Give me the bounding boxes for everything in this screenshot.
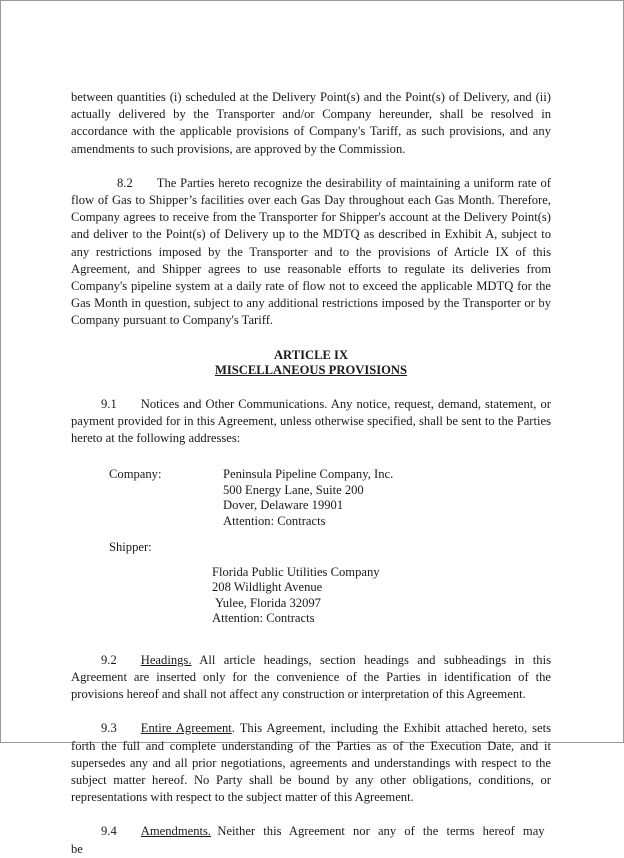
section-9-2 bbox=[71, 652, 551, 704]
company-label: Company: bbox=[109, 467, 162, 482]
shipper-label: Shipper: bbox=[109, 540, 152, 555]
section-9-4 bbox=[71, 823, 551, 857]
address-line: 208 Wildlight Avenue bbox=[212, 580, 323, 595]
shipper-address bbox=[71, 540, 551, 627]
section-9-3 bbox=[71, 720, 551, 806]
address-line: Attention: Contracts bbox=[212, 611, 315, 626]
section-number: 8.2 bbox=[117, 175, 133, 190]
address-line: Yulee, Florida 32097 bbox=[215, 595, 321, 610]
address-line: Florida Public Utilities Company bbox=[212, 564, 380, 579]
section-text: Neither this Agreement nor any of the terms hereof may be bbox=[71, 824, 545, 856]
document-body bbox=[71, 89, 551, 858]
address-line: 500 Energy Lane, Suite 200 bbox=[223, 482, 364, 497]
section-number: 9.4 bbox=[101, 824, 117, 839]
section-9-1 bbox=[71, 396, 551, 448]
section-heading: Entire Agreement bbox=[140, 721, 232, 736]
section-text: All article headings, section headings and subheadings in this Agreement are inserted only for the convenience of the Parties in identification of the provisions hereof and shall not affect any construction or interpretation of this Agreement. bbox=[71, 652, 551, 702]
section-text: The Parties hereto recognize the desirability of maintaining a uniform rate of flow of Gas to Shipper’s facilities over each Gas Day throughout each Gas Month. Therefore, Company agrees to receive from the Transporter for Shipper's account at the Delivery Point(s) and deliver to the Point(s) of Delivery up to the MDTQ as described in Exhibit A, subject to any restrictions imposed by the Transporter and to the provisions of Article IX of this Agreement, and Shipper agrees to use reasonable efforts to regulate its deliveries from Company's pipeline system at a daily rate of flow not to exceed the applicable MDTQ for the Gas Month in question, subject to any additional restrictions imposed by the Transporter or by Company pursuant to Company's Tariff. bbox=[71, 175, 551, 328]
article-title: ARTICLE IX bbox=[273, 347, 349, 362]
section-text: . This Agreement, including the Exhibit attached hereto, sets forth the full and complete understanding of the Parties as of the Execution Date, and it supersedes any and all prior negotiations, agreements and understandings with respect to the subject matter hereof. No Party shall be bound by any other obligations, conditions, or representations with respect to the subject matter of this Agreement. bbox=[71, 721, 552, 805]
address-line: Attention: Contracts bbox=[223, 513, 326, 528]
article-heading bbox=[71, 348, 551, 379]
shipper-address-lines bbox=[212, 565, 551, 627]
section-8-2 bbox=[71, 175, 551, 330]
address-line: Dover, Delaware 19901 bbox=[223, 498, 344, 513]
section-number: 9.2 bbox=[101, 652, 117, 667]
company-address-lines bbox=[223, 467, 393, 529]
section-text: Notices and Other Communications. Any notice, request, demand, statement, or payment provided for in this Agreement, unless otherwise specified, shall be sent to the Parties hereto at the following addresses: bbox=[71, 396, 551, 446]
section-number: 9.1 bbox=[101, 396, 117, 411]
address-line: Peninsula Pipeline Company, Inc. bbox=[223, 467, 394, 482]
company-address bbox=[71, 467, 551, 529]
section-number: 9.3 bbox=[101, 721, 117, 736]
section-heading: Headings. bbox=[140, 652, 192, 667]
article-subtitle: MISCELLANEOUS PROVISIONS bbox=[214, 363, 408, 378]
section-heading: Amendments. bbox=[140, 824, 212, 839]
paragraph-continued: between quantities (i) scheduled at the Delivery Point(s) and the Point(s) of Delivery, and (ii) actually delivered by the Transporter and/or Company hereunder, shall be resolved in accordance with the applicable provisions of Company's Tariff, as such provisions, and any amendments to such provisions, are approved by the Commission. bbox=[71, 90, 551, 156]
address-block bbox=[71, 467, 551, 627]
